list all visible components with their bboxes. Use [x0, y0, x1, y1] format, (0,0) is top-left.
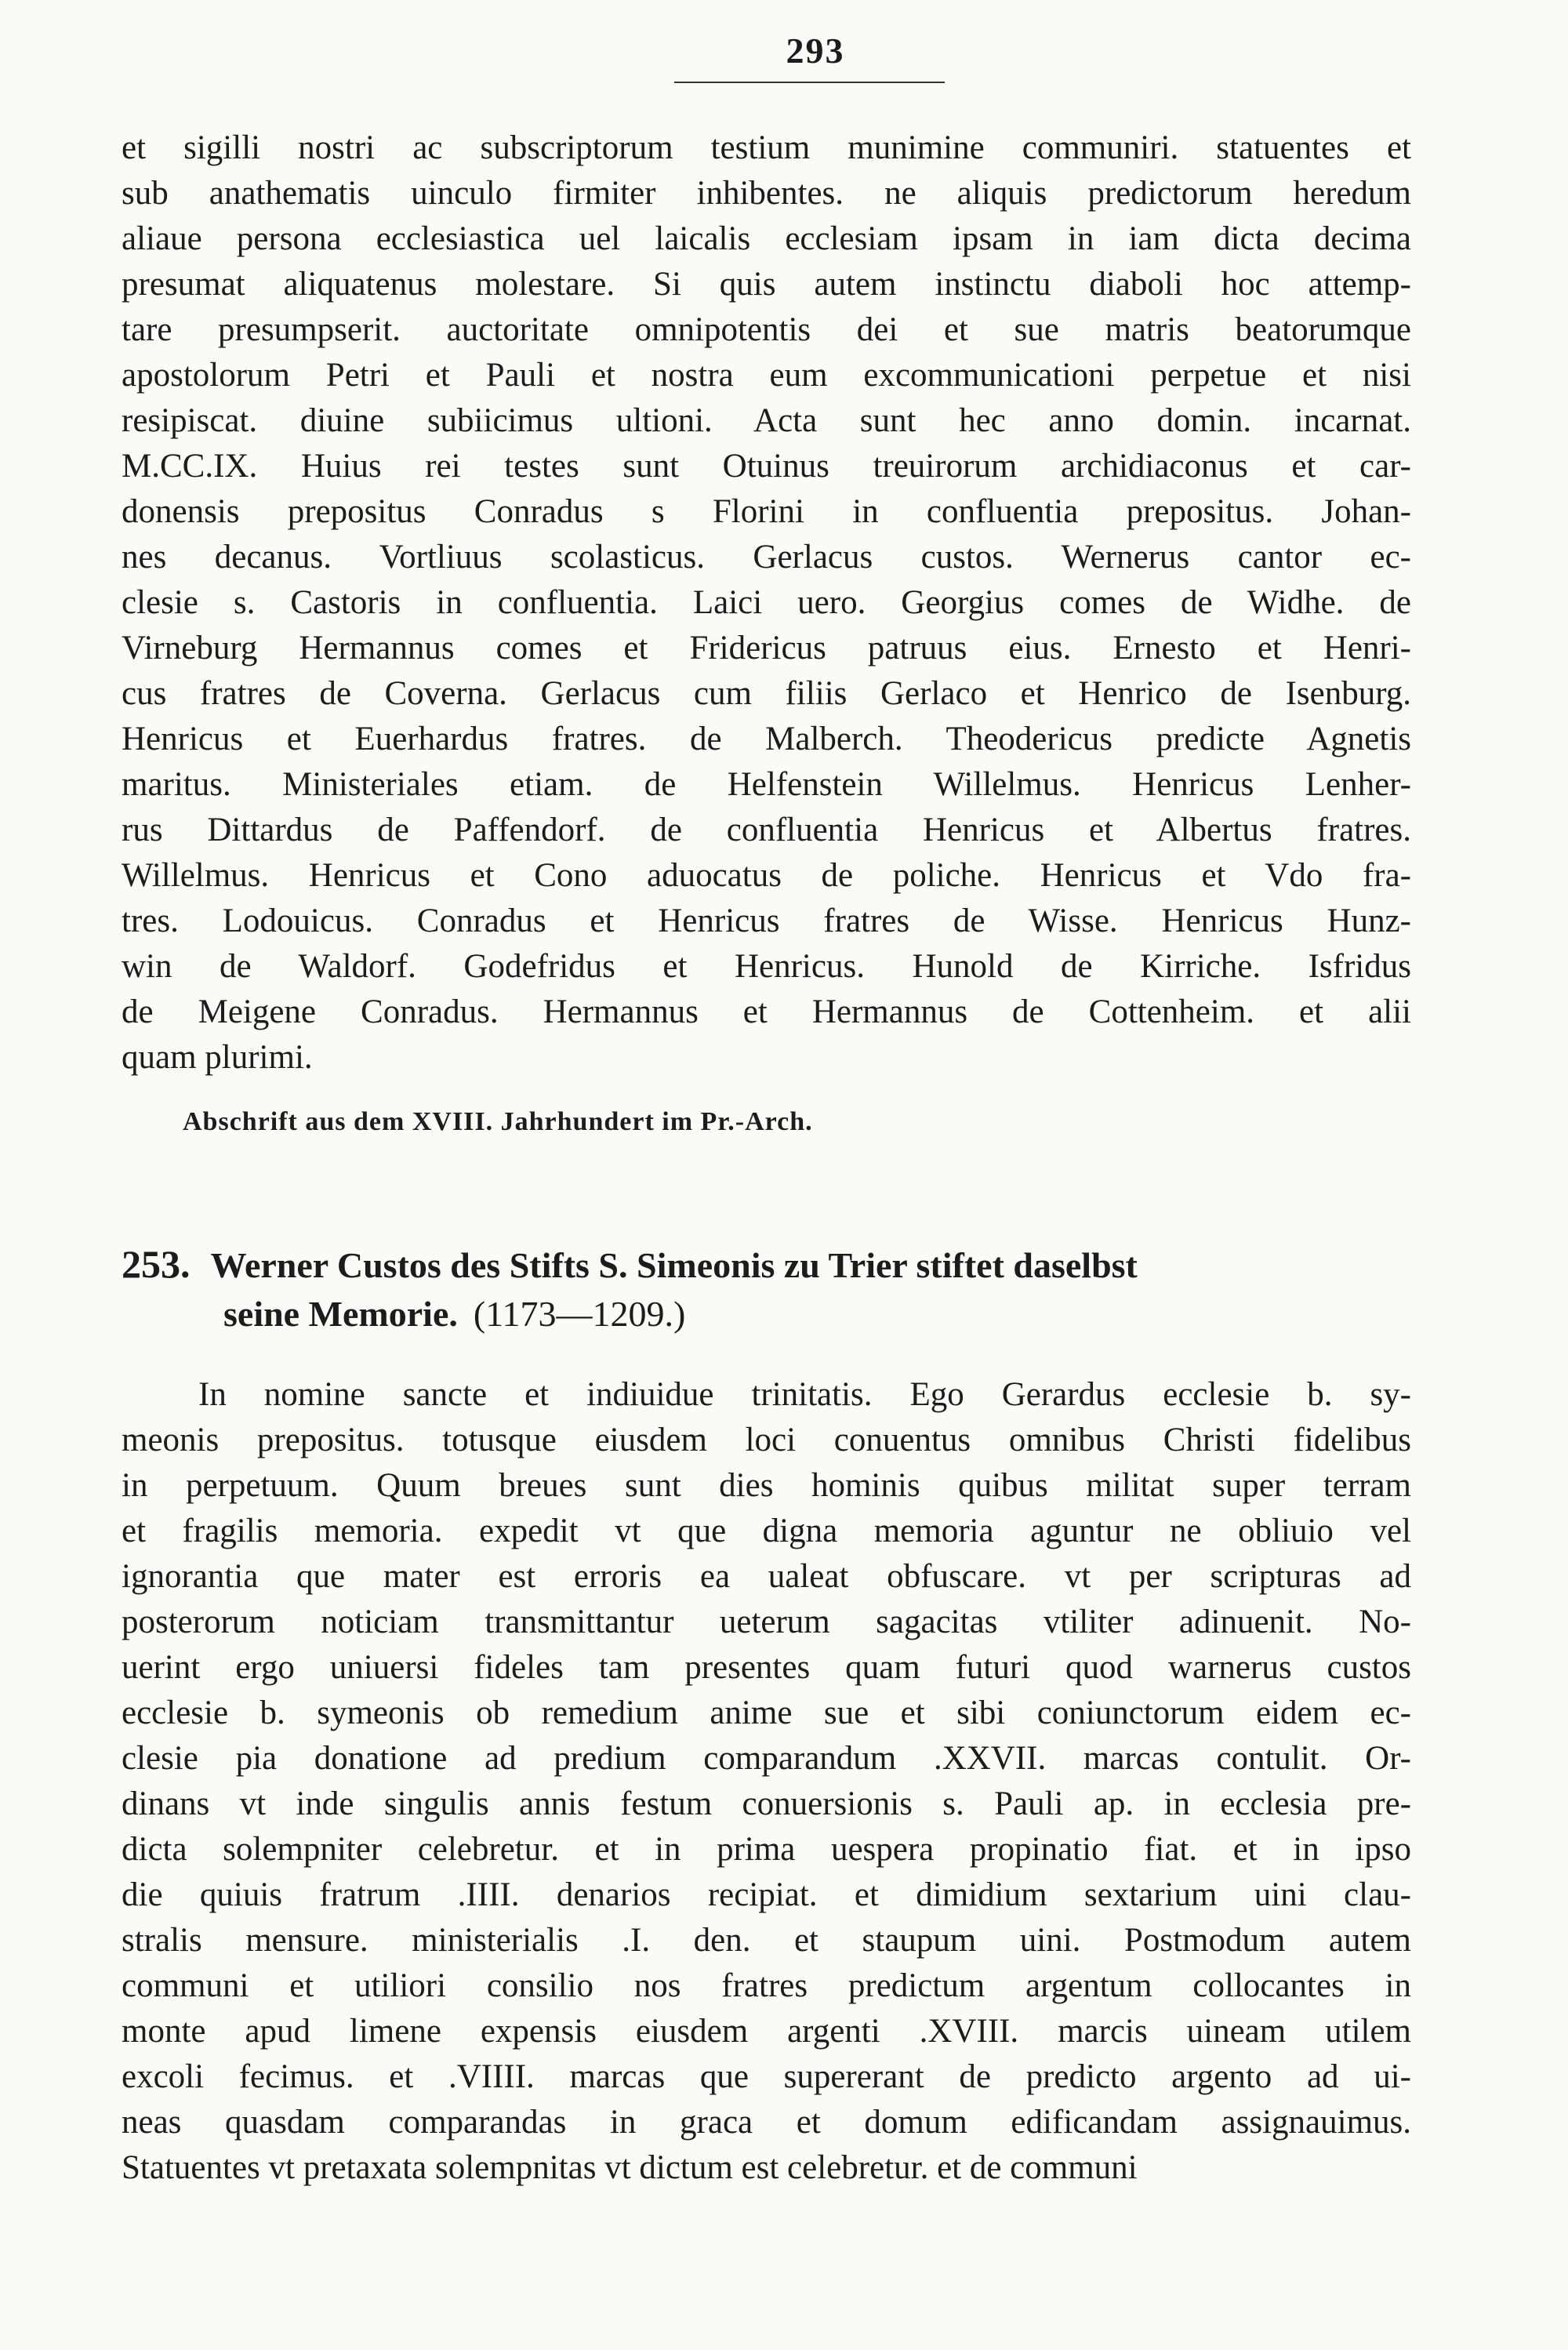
body-text-line: dinans vt inde singulis annis festum conuersionis s. Pauli ap. in ecclesia pre-: [122, 1785, 1411, 1822]
page-number-rule: [674, 82, 945, 83]
text-line: maritus. Ministeriales etiam. de Helfenstein Willelmus. Henricus Lenher-: [122, 766, 1411, 803]
body-text-line: meonis prepositus. totusque eiusdem loci conuentus omnibus Christi fidelibus: [122, 1422, 1411, 1458]
text-line: tare presumpserit. auctoritate omnipotentis dei et sue matris beatorumque: [122, 311, 1411, 348]
text-line: rus Dittardus de Paffendorf. de confluentia Henricus et Albertus fratres.: [122, 812, 1411, 848]
text-line: nes decanus. Vortliuus scolasticus. Gerlacus custos. Wernerus cantor ec-: [122, 539, 1411, 576]
body-text-line: excoli fecimus. et .VIIII. marcas que supererant de predicto argento ad ui-: [122, 2058, 1411, 2095]
body-text-line: ecclesie b. symeonis ob remedium anime sue et sibi coniunctorum eidem ec-: [122, 1694, 1411, 1731]
body-text-line: ignorantia que mater est erroris ea ualeat obfuscare. vt per scripturas ad: [122, 1558, 1411, 1595]
text-line: cus fratres de Coverna. Gerlacus cum filiis Gerlaco et Henrico de Isenburg.: [122, 675, 1411, 712]
body-text-line: et fragilis memoria. expedit vt que digna memoria aguntur ne obliuio vel: [122, 1513, 1411, 1549]
text-line: Henricus et Euerhardus fratres. de Malberch. Theodericus predicte Agnetis: [122, 721, 1411, 757]
body-text-line: communi et utiliori consilio nos fratres predictum argentum collocantes in: [122, 1967, 1411, 2004]
charter-text: [122, 1372, 1411, 2191]
charter-continuation: [122, 125, 1411, 1081]
text-line: sub anathematis uinculo firmiter inhibentes. ne aliquis predictorum heredum: [122, 175, 1411, 212]
body-text-line: neas quasdam comparandas in graca et domum edificandam assignauimus.: [122, 2104, 1411, 2141]
page-number: 293: [786, 31, 845, 71]
body-text-line: posterorum noticiam transmittantur ueterum sagacitas vtiliter adinuenit. No-: [122, 1604, 1411, 1640]
body-text-line: stralis mensure. ministerialis .I. den. et staupum uini. Postmodum autem: [122, 1922, 1411, 1959]
body-text-line: Statuentes vt pretaxata solempnitas vt dictum est celebretur. et de communi: [122, 2149, 1138, 2186]
text-line: et sigilli nostri ac subscriptorum testium munimine communiri. statuentes et: [122, 129, 1411, 166]
heading-line-2: [122, 1289, 1411, 1339]
text-line: Willelmus. Henricus et Cono aduocatus de poliche. Henricus et Vdo fra-: [122, 857, 1411, 894]
document-heading: [122, 1239, 1411, 1339]
text-line: quam plurimi.: [122, 1039, 313, 1076]
source-note: Abschrift aus dem XVIII. Jahrhundert im Pr.-Arch.: [183, 1107, 813, 1136]
body-text-line: clesie pia donatione ad predium comparandum .XXVII. marcas contulit. Or-: [122, 1740, 1411, 1777]
text-line: presumat aliquatenus molestare. Si quis autem instinctu diaboli hoc attemp-: [122, 266, 1411, 303]
document-number: 253.: [122, 1242, 191, 1286]
body-text-line: in perpetuum. Quum breues sunt dies hominis quibus militat super terram: [122, 1467, 1411, 1504]
text-line: donensis prepositus Conradus s Florini in confluentia prepositus. Johan-: [122, 493, 1411, 530]
text-line: aliaue persona ecclesiastica uel laicalis ecclesiam ipsam in iam dicta decima: [122, 220, 1411, 257]
body-text-line: die quiuis fratrum .IIII. denarios recipiat. et dimidium sextarium uini clau-: [122, 1876, 1411, 1913]
heading-line-1: [122, 1239, 1411, 1289]
document-title-continued: seine Memorie.: [223, 1294, 458, 1334]
text-line: win de Waldorf. Godefridus et Henricus. Hunold de Kirriche. Isfridus: [122, 948, 1411, 985]
body-text-line: dicta solempniter celebretur. et in prima uespera propinatio fiat. et in ipso: [122, 1831, 1411, 1868]
text-line: M.CC.IX. Huius rei testes sunt Otuinus treuirorum archidiaconus et car-: [122, 448, 1411, 485]
text-line: resipiscat. diuine subiicimus ultioni. Acta sunt hec anno domin. incarnat.: [122, 402, 1411, 439]
text-line: de Meigene Conradus. Hermannus et Hermannus de Cottenheim. et alii: [122, 993, 1411, 1030]
document-date: (1173—1209.): [473, 1294, 686, 1334]
text-line: tres. Lodouicus. Conradus et Henricus fratres de Wisse. Henricus Hunz-: [122, 903, 1411, 939]
text-line: apostolorum Petri et Pauli et nostra eum excommunicationi perpetue et nisi: [122, 357, 1411, 394]
text-line: clesie s. Castoris in confluentia. Laici uero. Georgius comes de Widhe. de: [122, 584, 1411, 621]
document-title: Werner Custos des Stifts S. Simeonis zu Trier stiftet daselbst: [210, 1245, 1138, 1285]
body-text-line: In nomine sancte et indiuidue trinitatis. Ego Gerardus ecclesie b. sy-: [198, 1376, 1411, 1413]
text-line: Virneburg Hermannus comes et Fridericus patruus eius. Ernesto et Henri-: [122, 630, 1411, 666]
body-text-line: monte apud limene expensis eiusdem argenti .XVIII. marcis uineam utilem: [122, 2013, 1411, 2050]
body-text-line: uerint ergo uniuersi fideles tam presentes quam futuri quod warnerus custos: [122, 1649, 1411, 1686]
